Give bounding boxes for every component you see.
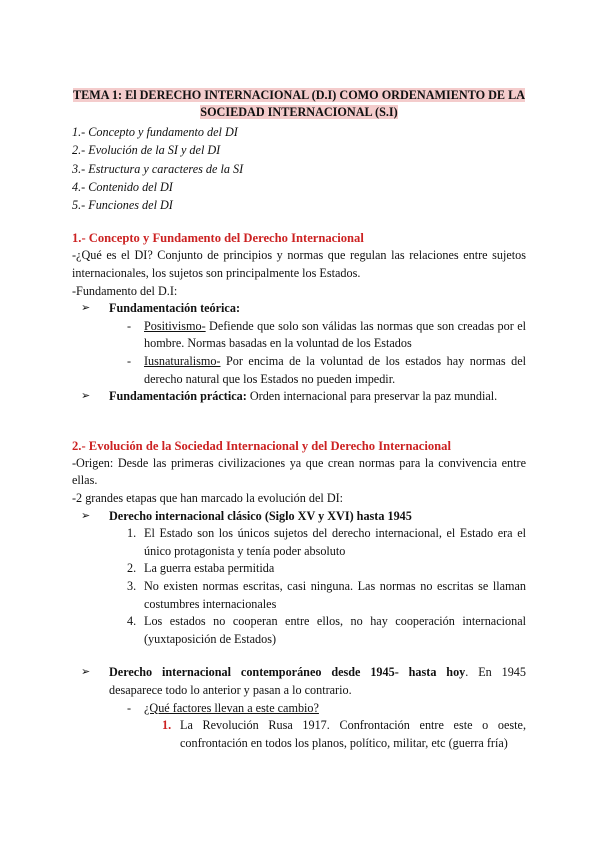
toc-item-4: 4.- Contenido del DI (72, 179, 173, 194)
spacer (72, 648, 526, 664)
arrow-bullet-icon: ➢ (81, 390, 91, 403)
clasico-list-item (72, 525, 526, 560)
section-2-etapas: -2 grandes etapas que han marcado la evolución del DI: (72, 491, 344, 506)
list-text: No existen normas escritas, casi ninguna. Las normas no escritas se llaman costumbres internacionales (144, 578, 526, 611)
practica-item (72, 388, 526, 406)
section-2-heading: 2.- Evolución de la Sociedad Internacional y del Derecho Internacional (72, 438, 451, 453)
contemporaneo-label: Derecho internacional contemporáneo desde 1945- hasta hoy (109, 665, 466, 680)
factor-1-number: 1. (162, 718, 172, 733)
list-text: El Estado son los únicos sujetos del derecho internacional, el Estado era el único protagonista y tenía poder absoluto (144, 526, 526, 558)
section-1-heading: 1.- Concepto y Fundamento del Derecho Internacional (72, 231, 364, 246)
clasico-item (72, 508, 526, 526)
document-title (72, 87, 526, 121)
section-2-origen: -Origen: Desde las primeras civilizaciones ya que crean normas para la convivencia entre ellas. (72, 455, 526, 488)
title-line-2: SOCIEDAD INTERNACIONAL (S.I) (200, 105, 398, 119)
title-line-1: TEMA 1: El DERECHO INTERNACIONAL (D.I) COMO ORDENAMIENTO DE LA (72, 88, 526, 102)
iusnaturalismo-item (72, 353, 526, 388)
toc-item-1: 1.- Concepto y fundamento del DI (72, 125, 238, 139)
practica-text: Orden internacional para preservar la paz mundial. (246, 389, 498, 404)
positivismo-term: Positivismo- (144, 318, 206, 333)
document-page (72, 87, 526, 752)
dash-bullet-icon: - (127, 318, 132, 333)
toc-item-2: 2.- Evolución de la SI y del DI (72, 143, 221, 158)
contemporaneo-text: . En 1945 desaparece todo lo anterior y pasan a lo contrario. (109, 665, 526, 697)
factores-question: ¿Qué factores llevan a este cambio? (144, 700, 319, 715)
list-text: Los estados no cooperan entre ellos, no hay cooperación internacional (yuxtaposición de Estados) (144, 614, 526, 646)
arrow-bullet-icon: ➢ (81, 509, 91, 522)
clasico-list-item (72, 578, 526, 613)
section-1-fundamento: -Fundamento del D.I: (72, 283, 178, 298)
arrow-bullet-icon: ➢ (81, 302, 91, 315)
list-number: 1. (127, 526, 137, 541)
clasico-label: Derecho internacional clásico (Siglo XV y XVI) hasta 1945 (109, 508, 412, 523)
table-of-contents (72, 123, 526, 214)
clasico-list-item (72, 613, 526, 648)
toc-item-5: 5.- Funciones del DI (72, 198, 173, 213)
arrow-bullet-icon: ➢ (81, 666, 91, 679)
positivismo-item (72, 318, 526, 353)
list-number: 2. (127, 561, 137, 576)
positivismo-text: Defiende que solo son válidas las normas que son creadas por el hombre. Normas basadas en la voluntad de los Estados (144, 318, 526, 351)
list-text: La guerra estaba permitida (144, 561, 275, 576)
list-number: 4. (127, 614, 137, 629)
dash-bullet-icon: - (127, 354, 132, 369)
section-1-definition: -¿Qué es el DI? Conjunto de principios y normas que regulan las relaciones entre sujetos internacionales, los sujetos son principalmente los Estados. (72, 248, 526, 281)
toc-item-3: 3.- Estructura y caracteres de la SI (72, 161, 244, 176)
factores-item (72, 700, 526, 718)
contemporaneo-item (72, 664, 526, 699)
clasico-list-item (72, 560, 526, 578)
factor-1-item (72, 717, 526, 752)
teorica-item (72, 300, 526, 318)
teorica-label: Fundamentación teórica: (109, 301, 240, 316)
dash-bullet-icon: - (127, 700, 132, 715)
iusnaturalismo-term: Iusnaturalismo- (144, 354, 221, 369)
factor-1-text: La Revolución Rusa 1917. Confrontación entre este o oeste, confrontación en todos los planos, político, militar, etc (guerra fría) (180, 718, 526, 750)
list-number: 3. (127, 578, 137, 593)
iusnaturalismo-text: Por encima de la voluntad de los estados hay normas del derecho natural que los Estados no pueden impedir. (144, 354, 526, 386)
practica-label: Fundamentación práctica: (109, 389, 247, 404)
